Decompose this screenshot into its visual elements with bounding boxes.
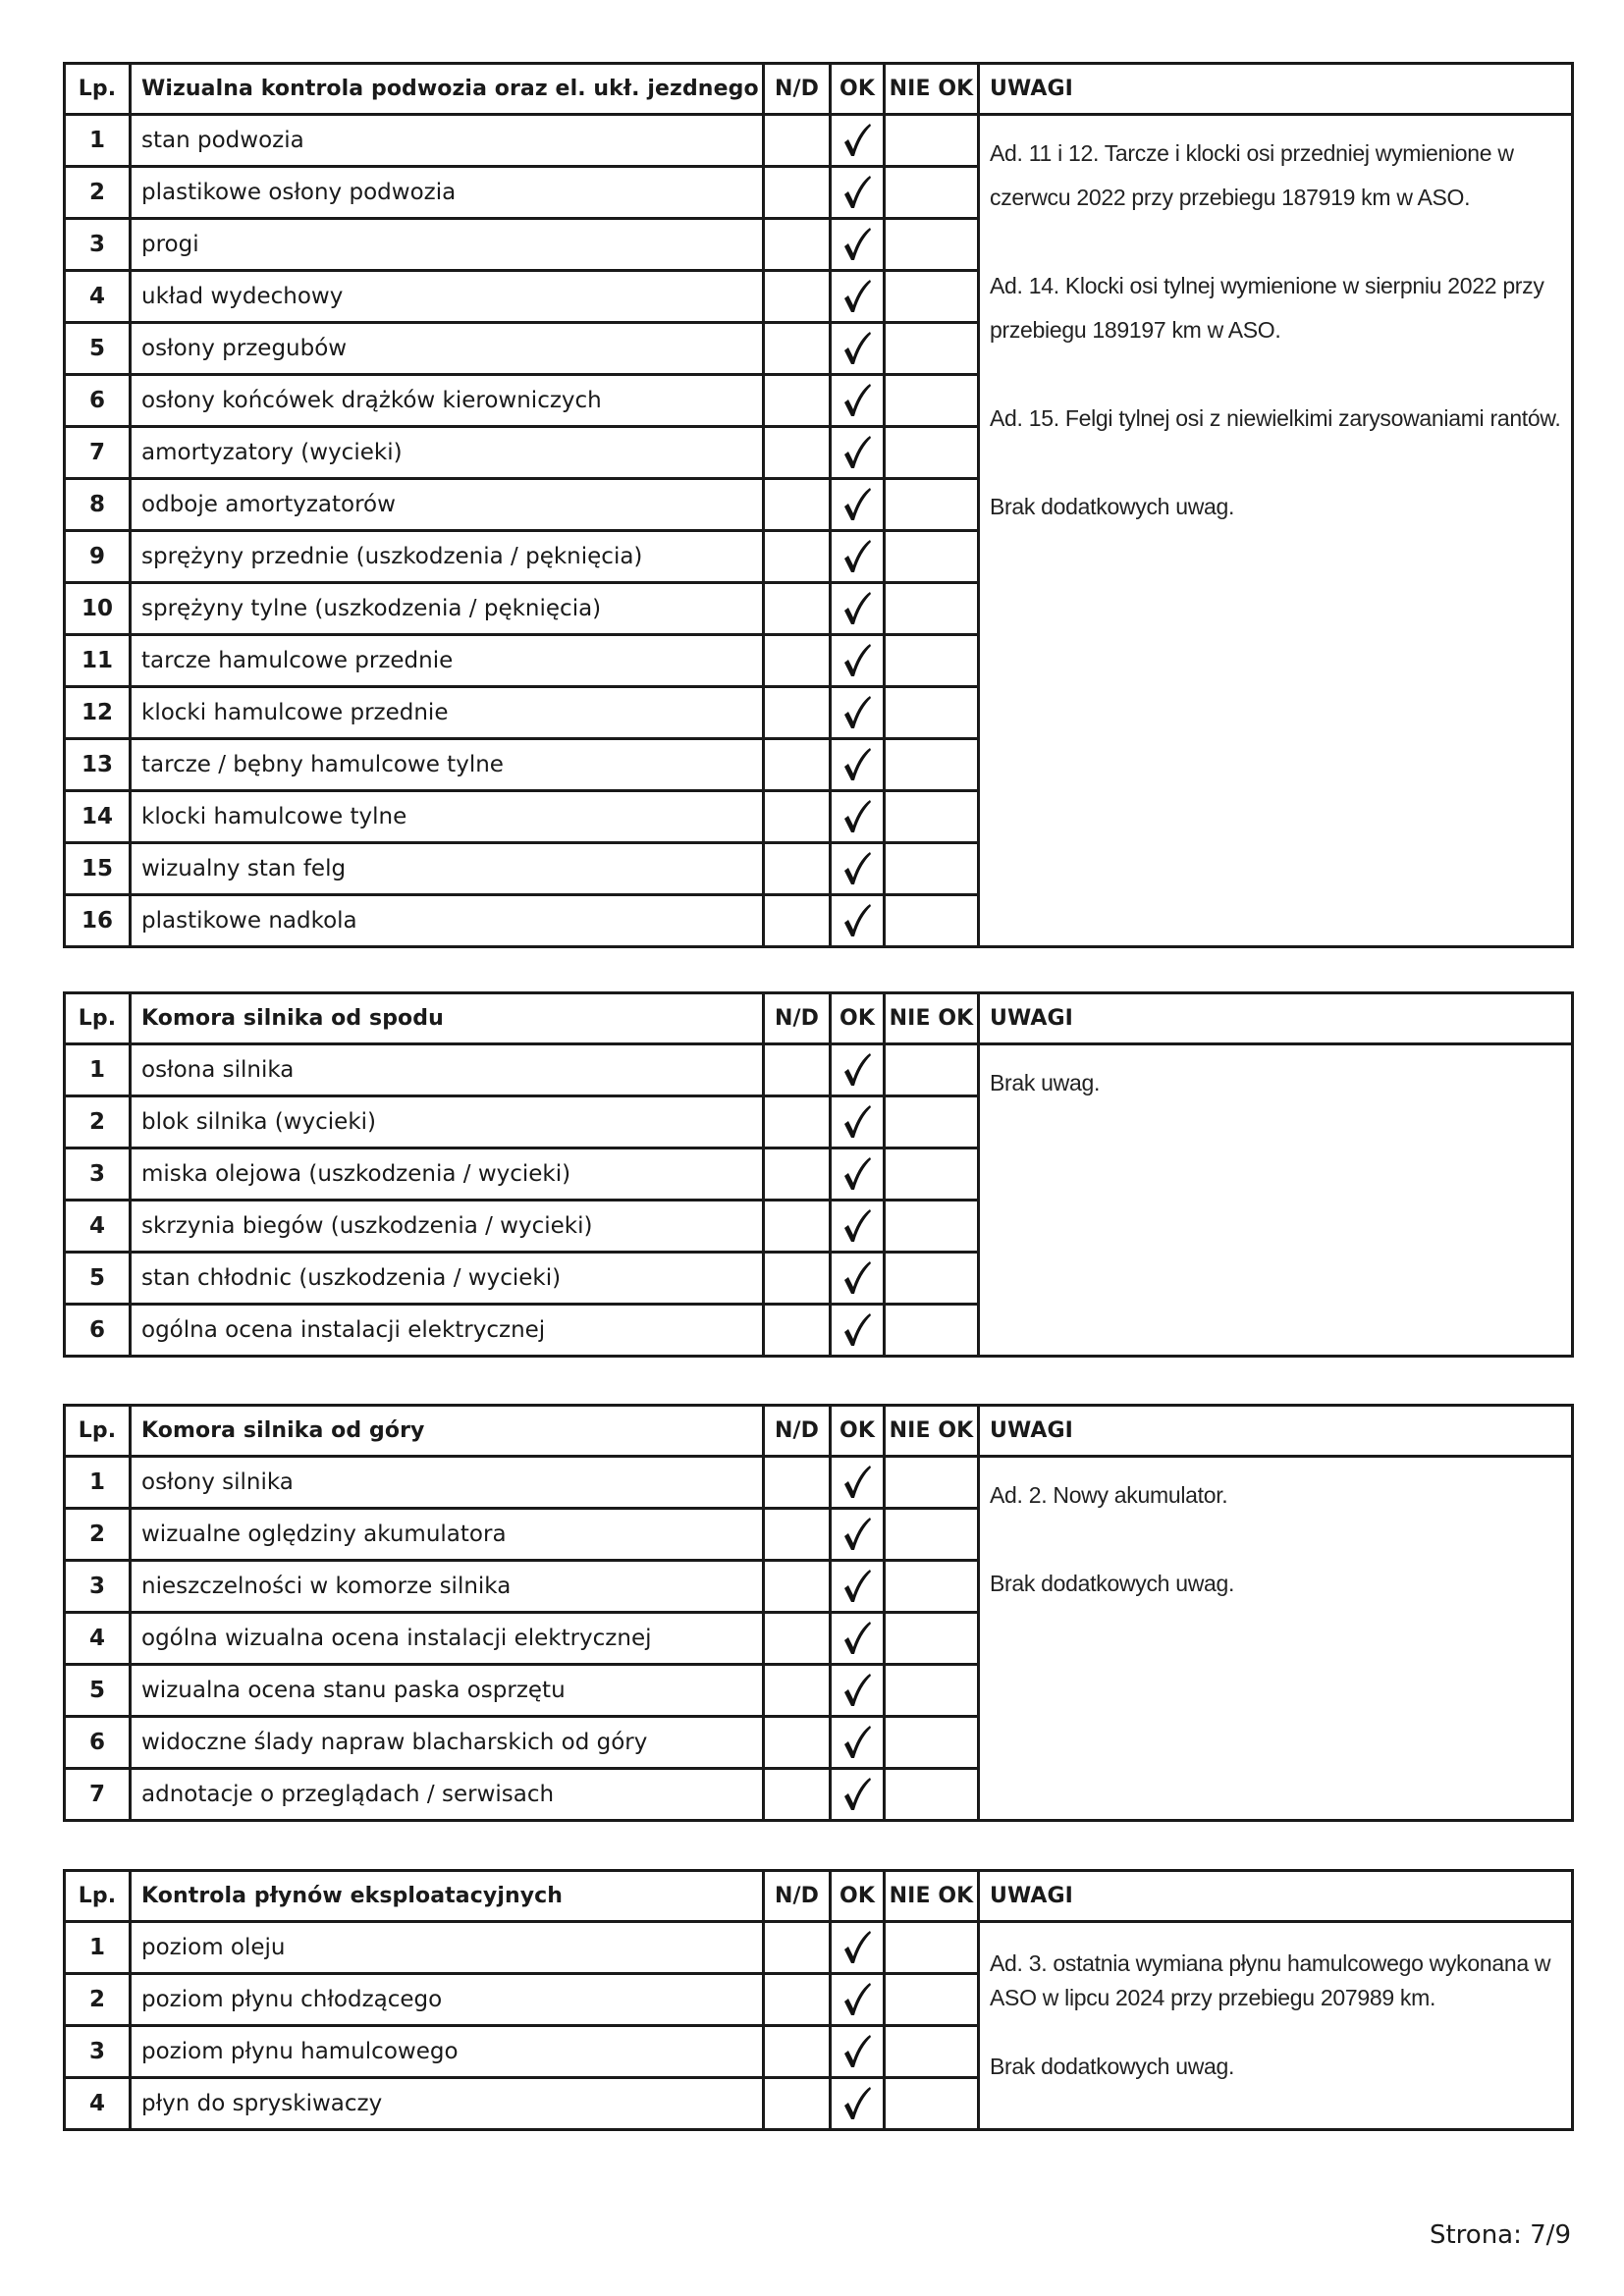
item-label: stan chłodnic (uszkodzenia / wycieki) — [131, 1253, 764, 1305]
item-number: 1 — [65, 1457, 131, 1509]
item-number: 1 — [65, 115, 131, 167]
cell-nieok — [885, 1148, 979, 1201]
item-label: blok silnika (wycieki) — [131, 1096, 764, 1148]
col-uwagi-header: UWAGI — [979, 1406, 1573, 1457]
cell-nd — [764, 1457, 831, 1509]
item-number: 5 — [65, 1665, 131, 1717]
notes-cell: Ad. 11 i 12. Tarcze i klocki osi przedniej wymienione w czerwcu 2022 przy przebiegu 187919 km w ASO. Ad. 14. Klocki osi tylnej wymienione w sierpniu 2022 przy przebiegu 189197 km w ASO. Ad. 15. Felgi tylnej osi z niewielkimi zarysowaniami rantów. Brak dodatkowych uwag. — [979, 115, 1573, 947]
cell-ok — [831, 219, 885, 271]
cell-nd — [764, 1509, 831, 1561]
cell-ok — [831, 739, 885, 791]
col-nd-header: N/D — [764, 1871, 831, 1922]
cell-nd — [764, 895, 831, 947]
cell-nieok — [885, 2026, 979, 2078]
item-label: wizualne oględziny akumulatora — [131, 1509, 764, 1561]
item-number: 8 — [65, 479, 131, 531]
cell-nd — [764, 1253, 831, 1305]
item-number: 6 — [65, 1305, 131, 1357]
cell-ok — [831, 427, 885, 479]
cell-nd — [764, 1613, 831, 1665]
item-label: odboje amortyzatorów — [131, 479, 764, 531]
cell-nieok — [885, 115, 979, 167]
item-number: 1 — [65, 1922, 131, 1974]
cell-ok — [831, 895, 885, 947]
col-lp-header: Lp. — [65, 1406, 131, 1457]
item-label: nieszczelności w komorze silnika — [131, 1561, 764, 1613]
cell-nd — [764, 1305, 831, 1357]
item-number: 1 — [65, 1044, 131, 1096]
cell-nd — [764, 2078, 831, 2130]
col-nieok-header: NIE OK — [885, 64, 979, 115]
checkmark-icon — [842, 1935, 872, 1960]
page-number: Strona: 7/9 — [1429, 2220, 1571, 2250]
cell-ok — [831, 1561, 885, 1613]
cell-nieok — [885, 739, 979, 791]
cell-nd — [764, 479, 831, 531]
item-label: stan podwozia — [131, 115, 764, 167]
col-ok-header: OK — [831, 1871, 885, 1922]
checkmark-icon — [842, 648, 872, 673]
cell-ok — [831, 1253, 885, 1305]
col-lp-header: Lp. — [65, 1871, 131, 1922]
notes-cell: Ad. 3. ostatnia wymiana płynu hamulcowego wykonana w ASO w lipcu 2024 przy przebiegu 207989 km. Brak dodatkowych uwag. — [979, 1922, 1573, 2130]
cell-ok — [831, 375, 885, 427]
checkmark-icon — [842, 908, 872, 934]
col-nd-header: N/D — [764, 993, 831, 1044]
cell-nieok — [885, 1509, 979, 1561]
section-title: Komora silnika od spodu — [131, 993, 764, 1044]
checkmark-icon — [842, 1626, 872, 1651]
cell-nieok — [885, 895, 979, 947]
cell-nd — [764, 1561, 831, 1613]
cell-ok — [831, 635, 885, 687]
col-uwagi-header: UWAGI — [979, 993, 1573, 1044]
item-label: wizualny stan felg — [131, 843, 764, 895]
item-number: 10 — [65, 583, 131, 635]
item-label: osłony przegubów — [131, 323, 764, 375]
table-row — [65, 1457, 1573, 1509]
item-number: 7 — [65, 1769, 131, 1821]
table-header-row — [65, 64, 1573, 115]
cell-nieok — [885, 1665, 979, 1717]
cell-nd — [764, 791, 831, 843]
checkmark-icon — [842, 388, 872, 413]
section-table-engine-top — [63, 1404, 1574, 1822]
item-number: 4 — [65, 1613, 131, 1665]
checkmark-icon — [842, 2039, 872, 2064]
col-ok-header: OK — [831, 1406, 885, 1457]
checkmark-icon — [842, 180, 872, 205]
col-uwagi-header: UWAGI — [979, 1871, 1573, 1922]
table-row — [65, 115, 1573, 167]
cell-ok — [831, 115, 885, 167]
table-header-row — [65, 1406, 1573, 1457]
cell-nd — [764, 219, 831, 271]
cell-ok — [831, 531, 885, 583]
cell-nieok — [885, 479, 979, 531]
cell-ok — [831, 167, 885, 219]
cell-nd — [764, 687, 831, 739]
cell-nd — [764, 1974, 831, 2026]
cell-nd — [764, 739, 831, 791]
item-number: 4 — [65, 271, 131, 323]
cell-ok — [831, 1665, 885, 1717]
item-number: 12 — [65, 687, 131, 739]
cell-nieok — [885, 427, 979, 479]
cell-ok — [831, 1148, 885, 1201]
item-number: 5 — [65, 1253, 131, 1305]
checkmark-icon — [842, 492, 872, 517]
item-label: plastikowe nadkola — [131, 895, 764, 947]
item-label: plastikowe osłony podwozia — [131, 167, 764, 219]
section-title: Komora silnika od góry — [131, 1406, 764, 1457]
item-number: 14 — [65, 791, 131, 843]
cell-nieok — [885, 791, 979, 843]
section-title: Kontrola płynów eksploatacyjnych — [131, 1871, 764, 1922]
col-ok-header: OK — [831, 64, 885, 115]
cell-nd — [764, 427, 831, 479]
item-label: amortyzatory (wycieki) — [131, 427, 764, 479]
cell-nieok — [885, 1253, 979, 1305]
item-number: 15 — [65, 843, 131, 895]
item-number: 2 — [65, 1096, 131, 1148]
cell-nieok — [885, 323, 979, 375]
cell-nd — [764, 843, 831, 895]
col-lp-header: Lp. — [65, 993, 131, 1044]
cell-nd — [764, 323, 831, 375]
checkmark-icon — [842, 1057, 872, 1083]
col-nd-header: N/D — [764, 1406, 831, 1457]
checkmark-icon — [842, 1109, 872, 1135]
cell-nieok — [885, 1305, 979, 1357]
cell-nieok — [885, 635, 979, 687]
item-number: 3 — [65, 1561, 131, 1613]
cell-ok — [831, 1457, 885, 1509]
cell-nieok — [885, 1769, 979, 1821]
checkmark-icon — [842, 1678, 872, 1703]
checkmark-icon — [842, 1522, 872, 1547]
item-number: 6 — [65, 375, 131, 427]
cell-nieok — [885, 375, 979, 427]
cell-nieok — [885, 531, 979, 583]
item-number: 16 — [65, 895, 131, 947]
col-nieok-header: NIE OK — [885, 993, 979, 1044]
checkmark-icon — [842, 1987, 872, 2012]
cell-nieok — [885, 583, 979, 635]
item-number: 11 — [65, 635, 131, 687]
col-nieok-header: NIE OK — [885, 1871, 979, 1922]
col-ok-header: OK — [831, 993, 885, 1044]
checkmark-icon — [842, 284, 872, 309]
cell-nieok — [885, 219, 979, 271]
notes-cell: Brak uwag. — [979, 1044, 1573, 1357]
table-row — [65, 1922, 1573, 1974]
item-label: klocki hamulcowe tylne — [131, 791, 764, 843]
item-label: sprężyny tylne (uszkodzenia / pęknięcia) — [131, 583, 764, 635]
cell-nd — [764, 115, 831, 167]
checkmark-icon — [842, 700, 872, 725]
cell-nieok — [885, 1922, 979, 1974]
item-number: 6 — [65, 1717, 131, 1769]
item-label: ogólna ocena instalacji elektrycznej — [131, 1305, 764, 1357]
item-label: progi — [131, 219, 764, 271]
cell-nd — [764, 1096, 831, 1148]
cell-nd — [764, 583, 831, 635]
item-label: poziom płynu hamulcowego — [131, 2026, 764, 2078]
checkmark-icon — [842, 856, 872, 881]
checkmark-icon — [842, 1317, 872, 1343]
section-table-chassis — [63, 62, 1574, 948]
checkmark-icon — [842, 2091, 872, 2116]
table-header-row — [65, 993, 1573, 1044]
item-label: miska olejowa (uszkodzenia / wycieki) — [131, 1148, 764, 1201]
table-row — [65, 1044, 1573, 1096]
cell-nieok — [885, 687, 979, 739]
cell-nd — [764, 1922, 831, 1974]
cell-ok — [831, 843, 885, 895]
cell-ok — [831, 1305, 885, 1357]
table-header-row — [65, 1871, 1573, 1922]
checkmark-icon — [842, 752, 872, 777]
checkmark-icon — [842, 440, 872, 465]
item-number: 3 — [65, 219, 131, 271]
cell-nieok — [885, 1044, 979, 1096]
cell-ok — [831, 583, 885, 635]
section-table-fluids — [63, 1869, 1574, 2131]
checkmark-icon — [842, 336, 872, 361]
cell-nieok — [885, 271, 979, 323]
cell-ok — [831, 1717, 885, 1769]
cell-nieok — [885, 843, 979, 895]
col-lp-header: Lp. — [65, 64, 131, 115]
cell-ok — [831, 1769, 885, 1821]
cell-nieok — [885, 1201, 979, 1253]
cell-nd — [764, 1201, 831, 1253]
cell-ok — [831, 479, 885, 531]
cell-ok — [831, 687, 885, 739]
item-label: tarcze hamulcowe przednie — [131, 635, 764, 687]
cell-ok — [831, 271, 885, 323]
checkmark-icon — [842, 1782, 872, 1807]
item-number: 2 — [65, 1509, 131, 1561]
item-label: ogólna wizualna ocena instalacji elektrycznej — [131, 1613, 764, 1665]
cell-nd — [764, 1044, 831, 1096]
cell-nieok — [885, 1096, 979, 1148]
section-title: Wizualna kontrola podwozia oraz el. ukł. jezdnego — [131, 64, 764, 115]
item-label: osłony końcówek drążków kierowniczych — [131, 375, 764, 427]
item-number: 3 — [65, 1148, 131, 1201]
cell-nieok — [885, 1457, 979, 1509]
checkmark-icon — [842, 128, 872, 153]
checkmark-icon — [842, 1265, 872, 1291]
cell-nieok — [885, 167, 979, 219]
cell-ok — [831, 2026, 885, 2078]
cell-nieok — [885, 1717, 979, 1769]
item-number: 4 — [65, 1201, 131, 1253]
cell-ok — [831, 1509, 885, 1561]
cell-nieok — [885, 2078, 979, 2130]
item-label: skrzynia biegów (uszkodzenia / wycieki) — [131, 1201, 764, 1253]
inspection-sheet — [63, 62, 1571, 2131]
cell-nieok — [885, 1561, 979, 1613]
item-number: 3 — [65, 2026, 131, 2078]
item-label: poziom oleju — [131, 1922, 764, 1974]
item-label: tarcze / bębny hamulcowe tylne — [131, 739, 764, 791]
checkmark-icon — [842, 1161, 872, 1187]
cell-ok — [831, 791, 885, 843]
cell-nd — [764, 271, 831, 323]
checkmark-icon — [842, 544, 872, 569]
item-label: wizualna ocena stanu paska osprzętu — [131, 1665, 764, 1717]
checkmark-icon — [842, 232, 872, 257]
cell-ok — [831, 1201, 885, 1253]
cell-nd — [764, 2026, 831, 2078]
cell-ok — [831, 2078, 885, 2130]
item-label: układ wydechowy — [131, 271, 764, 323]
item-label: sprężyny przednie (uszkodzenia / pęknięcia) — [131, 531, 764, 583]
item-label: adnotacje o przeglądach / serwisach — [131, 1769, 764, 1821]
cell-nd — [764, 1769, 831, 1821]
cell-ok — [831, 1922, 885, 1974]
cell-nd — [764, 375, 831, 427]
checkmark-icon — [842, 1574, 872, 1599]
cell-ok — [831, 1044, 885, 1096]
item-number: 7 — [65, 427, 131, 479]
item-number: 13 — [65, 739, 131, 791]
cell-ok — [831, 323, 885, 375]
item-number: 5 — [65, 323, 131, 375]
item-label: osłona silnika — [131, 1044, 764, 1096]
checkmark-icon — [842, 804, 872, 829]
item-number: 4 — [65, 2078, 131, 2130]
checkmark-icon — [842, 596, 872, 621]
notes-cell: Ad. 2. Nowy akumulator. Brak dodatkowych uwag. — [979, 1457, 1573, 1821]
cell-ok — [831, 1096, 885, 1148]
cell-nd — [764, 1665, 831, 1717]
cell-nieok — [885, 1613, 979, 1665]
cell-nieok — [885, 1974, 979, 2026]
cell-nd — [764, 531, 831, 583]
cell-nd — [764, 1148, 831, 1201]
cell-nd — [764, 635, 831, 687]
col-nieok-header: NIE OK — [885, 1406, 979, 1457]
checkmark-icon — [842, 1730, 872, 1755]
item-label: widoczne ślady napraw blacharskich od góry — [131, 1717, 764, 1769]
item-label: poziom płynu chłodzącego — [131, 1974, 764, 2026]
item-label: osłony silnika — [131, 1457, 764, 1509]
cell-ok — [831, 1613, 885, 1665]
item-number: 9 — [65, 531, 131, 583]
cell-nd — [764, 1717, 831, 1769]
col-nd-header: N/D — [764, 64, 831, 115]
cell-nd — [764, 167, 831, 219]
checkmark-icon — [842, 1213, 872, 1239]
checkmark-icon — [842, 1469, 872, 1495]
col-uwagi-header: UWAGI — [979, 64, 1573, 115]
section-table-engine-bottom — [63, 991, 1574, 1358]
item-number: 2 — [65, 167, 131, 219]
item-label: płyn do spryskiwaczy — [131, 2078, 764, 2130]
item-label: klocki hamulcowe przednie — [131, 687, 764, 739]
cell-ok — [831, 1974, 885, 2026]
item-number: 2 — [65, 1974, 131, 2026]
